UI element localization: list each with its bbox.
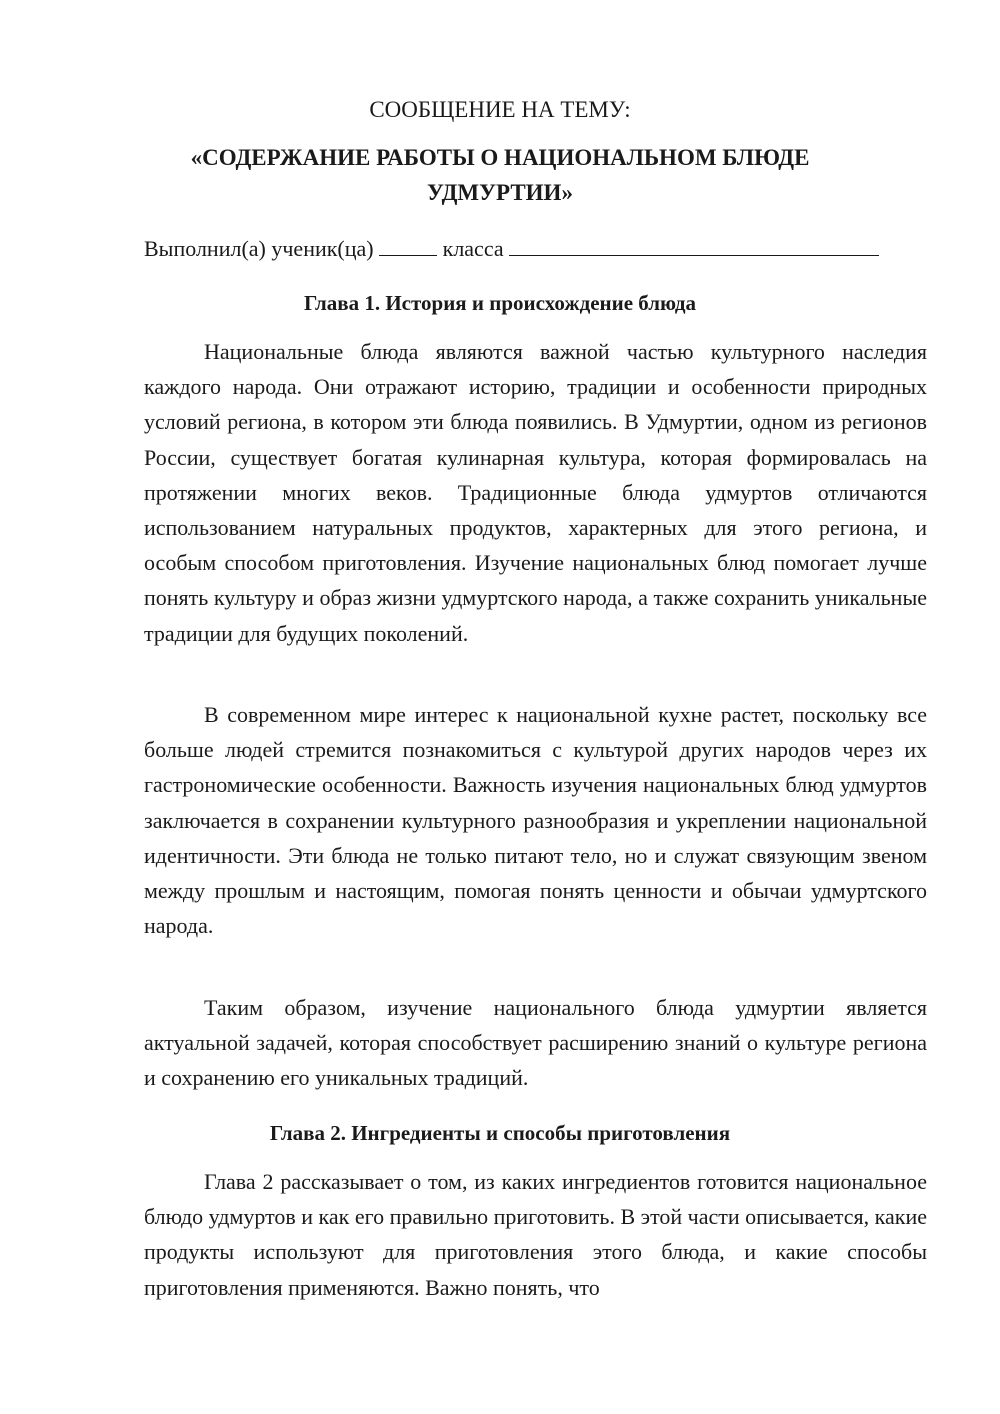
class-label: класса: [442, 236, 504, 261]
author-prefix: Выполнил(а) ученик(ца): [144, 236, 374, 261]
chapter-1-paragraph-3: Таким образом, изучение национального блюда удмуртии является актуальной задачей, которая способствует расширению знаний о культуре региона и сохранению его уникальных традиций.: [144, 995, 927, 1091]
grade-blank: [379, 233, 437, 256]
chapter-1-paragraph-1: Национальные блюда являются важной частью культурного наследия каждого народа. Они отражают историю, традиции и особенности природных условий региона, в котором эти блюда появились. В Удмуртии, одном из регионов России, существует богатая кулинарная культура, которая формировалась на протяжении многих веков. Традиционные блюда удмуртов отличаются использованием натуральных продуктов, характерных для этого региона, и особым способом приготовления. Изучение национальных блюд помогает лучше понять культуру и образ жизни удмуртского народа, а также сохранить уникальные традиции для будущих поколений.: [144, 339, 927, 646]
document-title-line-1: СООБЩЕНИЕ НА ТЕМУ:: [369, 97, 631, 122]
author-line: [144, 233, 934, 264]
document-title-line-3: УДМУРТИИ»: [427, 180, 573, 205]
name-blank: [509, 233, 879, 256]
chapter-2-paragraph-1: Глава 2 рассказывает о том, из каких ингредиентов готовится национальное блюдо удмуртов и как его правильно приготовить. В этой части описывается, какие продукты используют для приготовления этого блюда, и какие способы приготовления применяются. Важно понять, что: [144, 1169, 927, 1300]
chapter-2-heading: Глава 2. Ингредиенты и способы приготовления: [269, 1121, 731, 1145]
chapter-1-heading: Глава 1. История и происхождение блюда: [303, 291, 697, 315]
document-title-line-2: «СОДЕРЖАНИЕ РАБОТЫ О НАЦИОНАЛЬНОМ БЛЮДЕ: [190, 145, 810, 170]
chapter-1-paragraph-2: В современном мире интерес к национальной кухне растет, поскольку все больше людей стремится познакомиться с культурой других народов через их гастрономические особенности. Важность изучения национальных блюд удмуртов заключается в сохранении культурного разнообразия и укреплении национальной идентичности. Эти блюда не только питают тело, но и служат связующим звеном между прошлым и настоящим, помогая понять ценности и обычаи удмуртского народа.: [144, 702, 927, 939]
